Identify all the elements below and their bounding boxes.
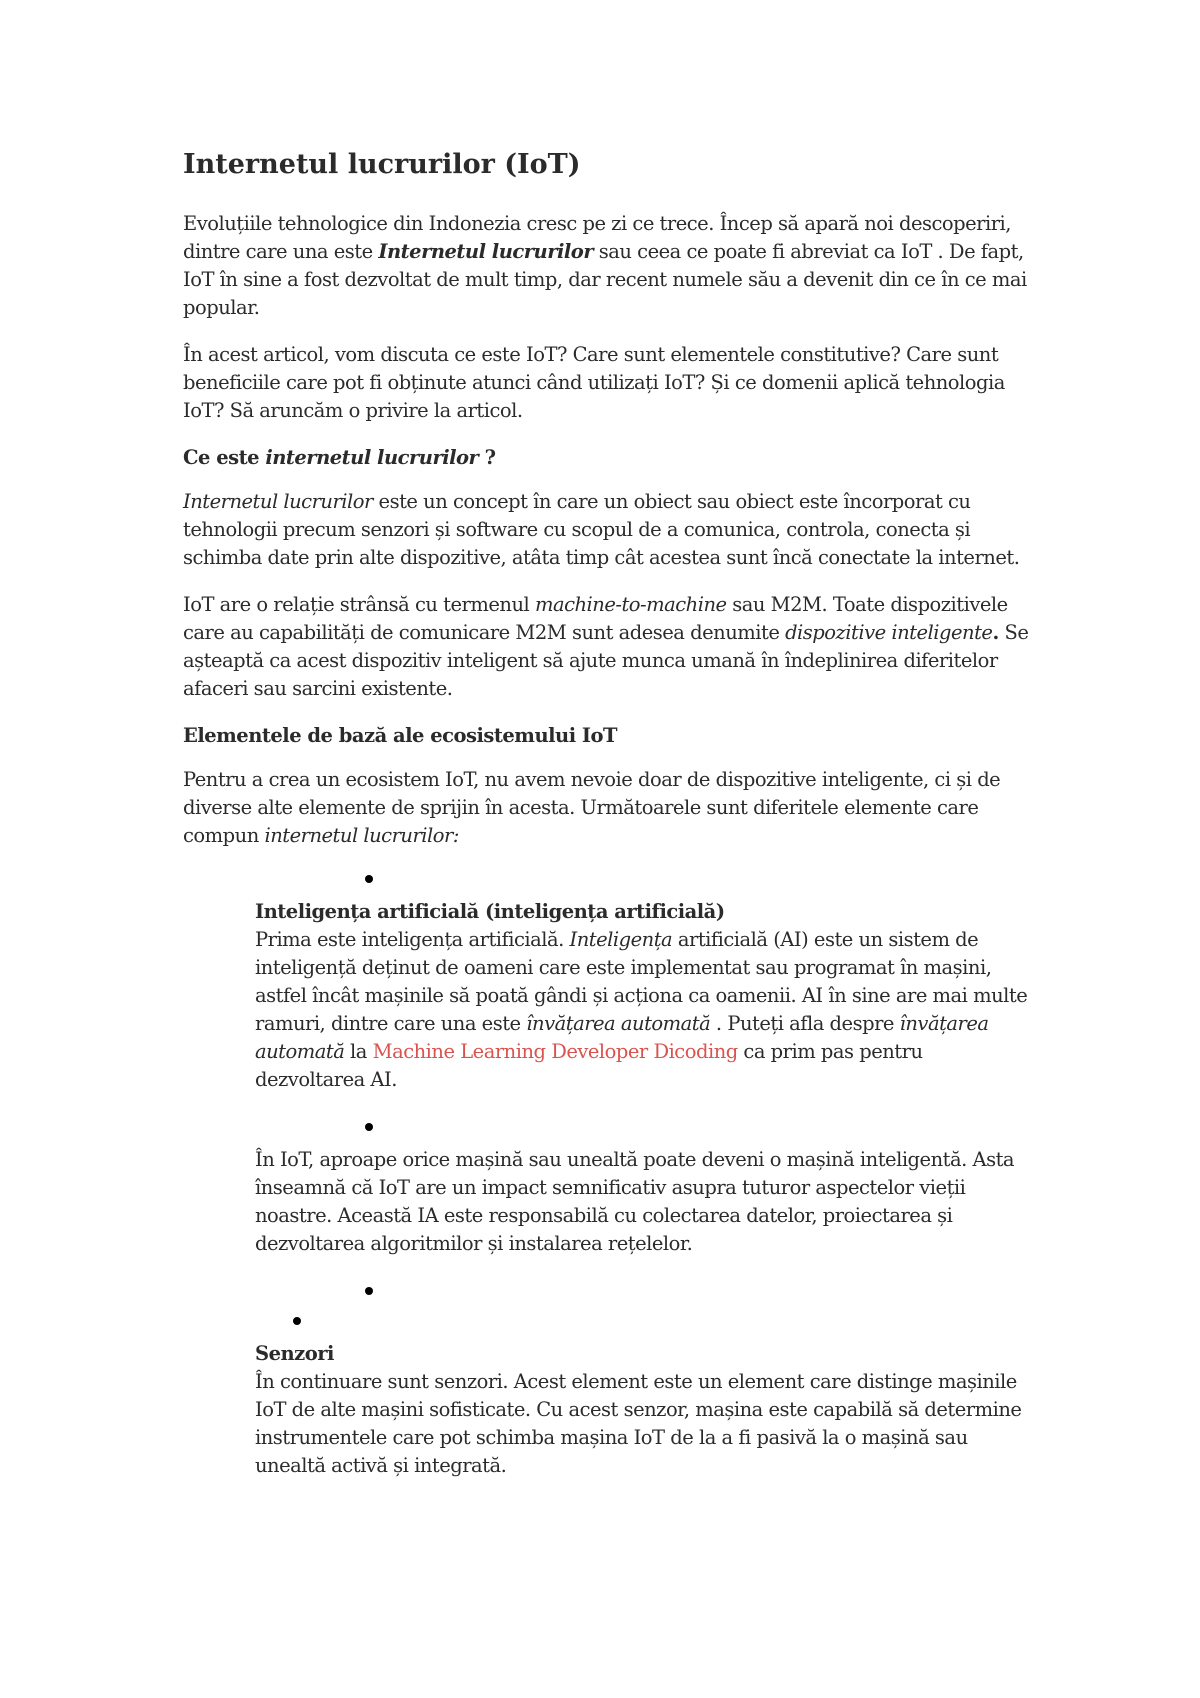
- elements-intro-paragraph: [183, 766, 1031, 850]
- text: Evoluțiile tehnologice din Indonezia cresc pe zi ce trece. Încep să apară noi descoperiri, dintre care una este: [183, 212, 1011, 263]
- elements-list: [255, 864, 1031, 1480]
- list-item-title: Senzori: [255, 1342, 334, 1365]
- list-bullet-row: [255, 864, 1031, 894]
- list-item-ai: [255, 898, 1031, 1094]
- emphasis: internetul lucrurilor: [265, 446, 479, 469]
- bullet-icon: [293, 1317, 301, 1325]
- page-title: Internetul lucrurilor (IoT): [183, 149, 581, 180]
- emphasis: Inteligența: [569, 928, 673, 951]
- list-item-text: În continuare sunt senzori. Acest element este un element care distinge mașinile IoT de alte mașini sofisticate. Cu acest senzor, mașina este capabilă să determine instrumentele care pot schimba mașina IoT de la a fi pasivă la o mașină sau unealtă activă și integrată.: [255, 1370, 1022, 1477]
- text: sau ceea ce poate fi abreviat ca: [593, 240, 901, 263]
- list-item-title: Inteligența artificială (inteligența artificială): [255, 900, 725, 923]
- list-bullet-row: [255, 1112, 1031, 1142]
- text: Prima este inteligența artificială.: [255, 928, 570, 951]
- overview-paragraph: În acest articol, vom discuta ce este IoT? Care sunt elementele constitutive? Care sunt beneficiile care pot fi obținute atunci când utilizați IoT? Și ce domenii aplică tehnologia IoT? Să aruncăm o privire la articol.: [183, 343, 1005, 422]
- text: Pentru a crea un ecosistem IoT, nu avem nevoie doar de dispozitive inteligente, ci și de diverse alte elemente de sprijin în acesta. Următoarele sunt diferitele elemente care compun: [183, 768, 1001, 847]
- list-item-iot: [255, 1146, 1031, 1258]
- text: Se așteaptă ca acest dispozitiv inteligent să ajute munca umană în îndeplinirea diferitelor afaceri sau sarcini existente.: [183, 621, 1029, 700]
- bullet-icon: [365, 1123, 373, 1131]
- text: De fapt, IoT în sine a fost dezvoltat de mult timp, dar recent numele său a devenit din ce în ce mai popular.: [183, 240, 1027, 319]
- text: ca prim pas pentru dezvoltarea AI.: [255, 1040, 923, 1091]
- text: . Puteți afla despre: [710, 1012, 900, 1035]
- emphasis: dispozitive inteligente: [785, 621, 993, 644]
- section-heading-what-is: [183, 444, 1031, 472]
- text: IoT .: [900, 240, 944, 263]
- bullet-icon: [365, 875, 373, 883]
- text: la: [344, 1040, 373, 1063]
- text: ?: [478, 446, 496, 469]
- list-item-sensors: [255, 1340, 1031, 1480]
- text: sau M2M. Toate dispozitivele care au capabilități de comunicare M2M sunt adesea denumite: [183, 593, 1008, 644]
- m2m-paragraph: [183, 591, 1031, 703]
- list-item-text: În IoT, aproape orice mașină sau unealtă poate deveni o mașină inteligentă. Asta înseamnă că IoT are un impact semnificativ asupra tuturor aspectelor vieții noastre. Această IA este responsabilă cu colectarea datelor, proiectarea și dezvoltarea algoritmilor și instalarea rețelelor.: [255, 1148, 1015, 1255]
- emphasis: machine-to-machine: [534, 593, 727, 616]
- document-content: [183, 144, 1031, 1480]
- bullet-icon: [365, 1287, 373, 1295]
- intro-paragraph: [183, 210, 1031, 322]
- list-item-text: [255, 926, 1031, 1094]
- emphasis: Internetul lucrurilor: [183, 490, 373, 513]
- emphasis: internetul lucrurilor:: [264, 824, 459, 847]
- section-heading-elements: Elementele de bază ale ecosistemului IoT: [183, 724, 618, 747]
- emphasis: învățarea automată: [255, 1012, 989, 1063]
- emphasis: învățarea automată: [526, 1012, 711, 1035]
- text: IoT are o relație strânsă cu termenul: [183, 593, 535, 616]
- list-bullet-row: [255, 1276, 1031, 1306]
- text: .: [992, 621, 999, 644]
- definition-paragraph: [183, 488, 1031, 572]
- text: Ce este: [183, 446, 266, 469]
- text: este un concept în care un obiect sau obiect este încorporat cu tehnologii precum senzori și software cu scopul de a comunica, controla, conecta și schimba date prin alte dispozitive, atâta timp cât acestea sunt încă conectate la internet.: [183, 490, 1020, 569]
- list-bullet-row: [255, 1306, 1031, 1336]
- emphasis: Internetul lucrurilor: [378, 240, 594, 263]
- text: artificială (AI) este un sistem de inteligență deținut de oameni care este implementat sau programat în mașini, astfel încât mașinile să poată gândi și acționa ca oamenii. AI în sine are mai multe ramuri, dintre care una este: [255, 928, 1028, 1035]
- machine-learning-link[interactable]: Machine Learning Developer Dicoding: [372, 1040, 738, 1063]
